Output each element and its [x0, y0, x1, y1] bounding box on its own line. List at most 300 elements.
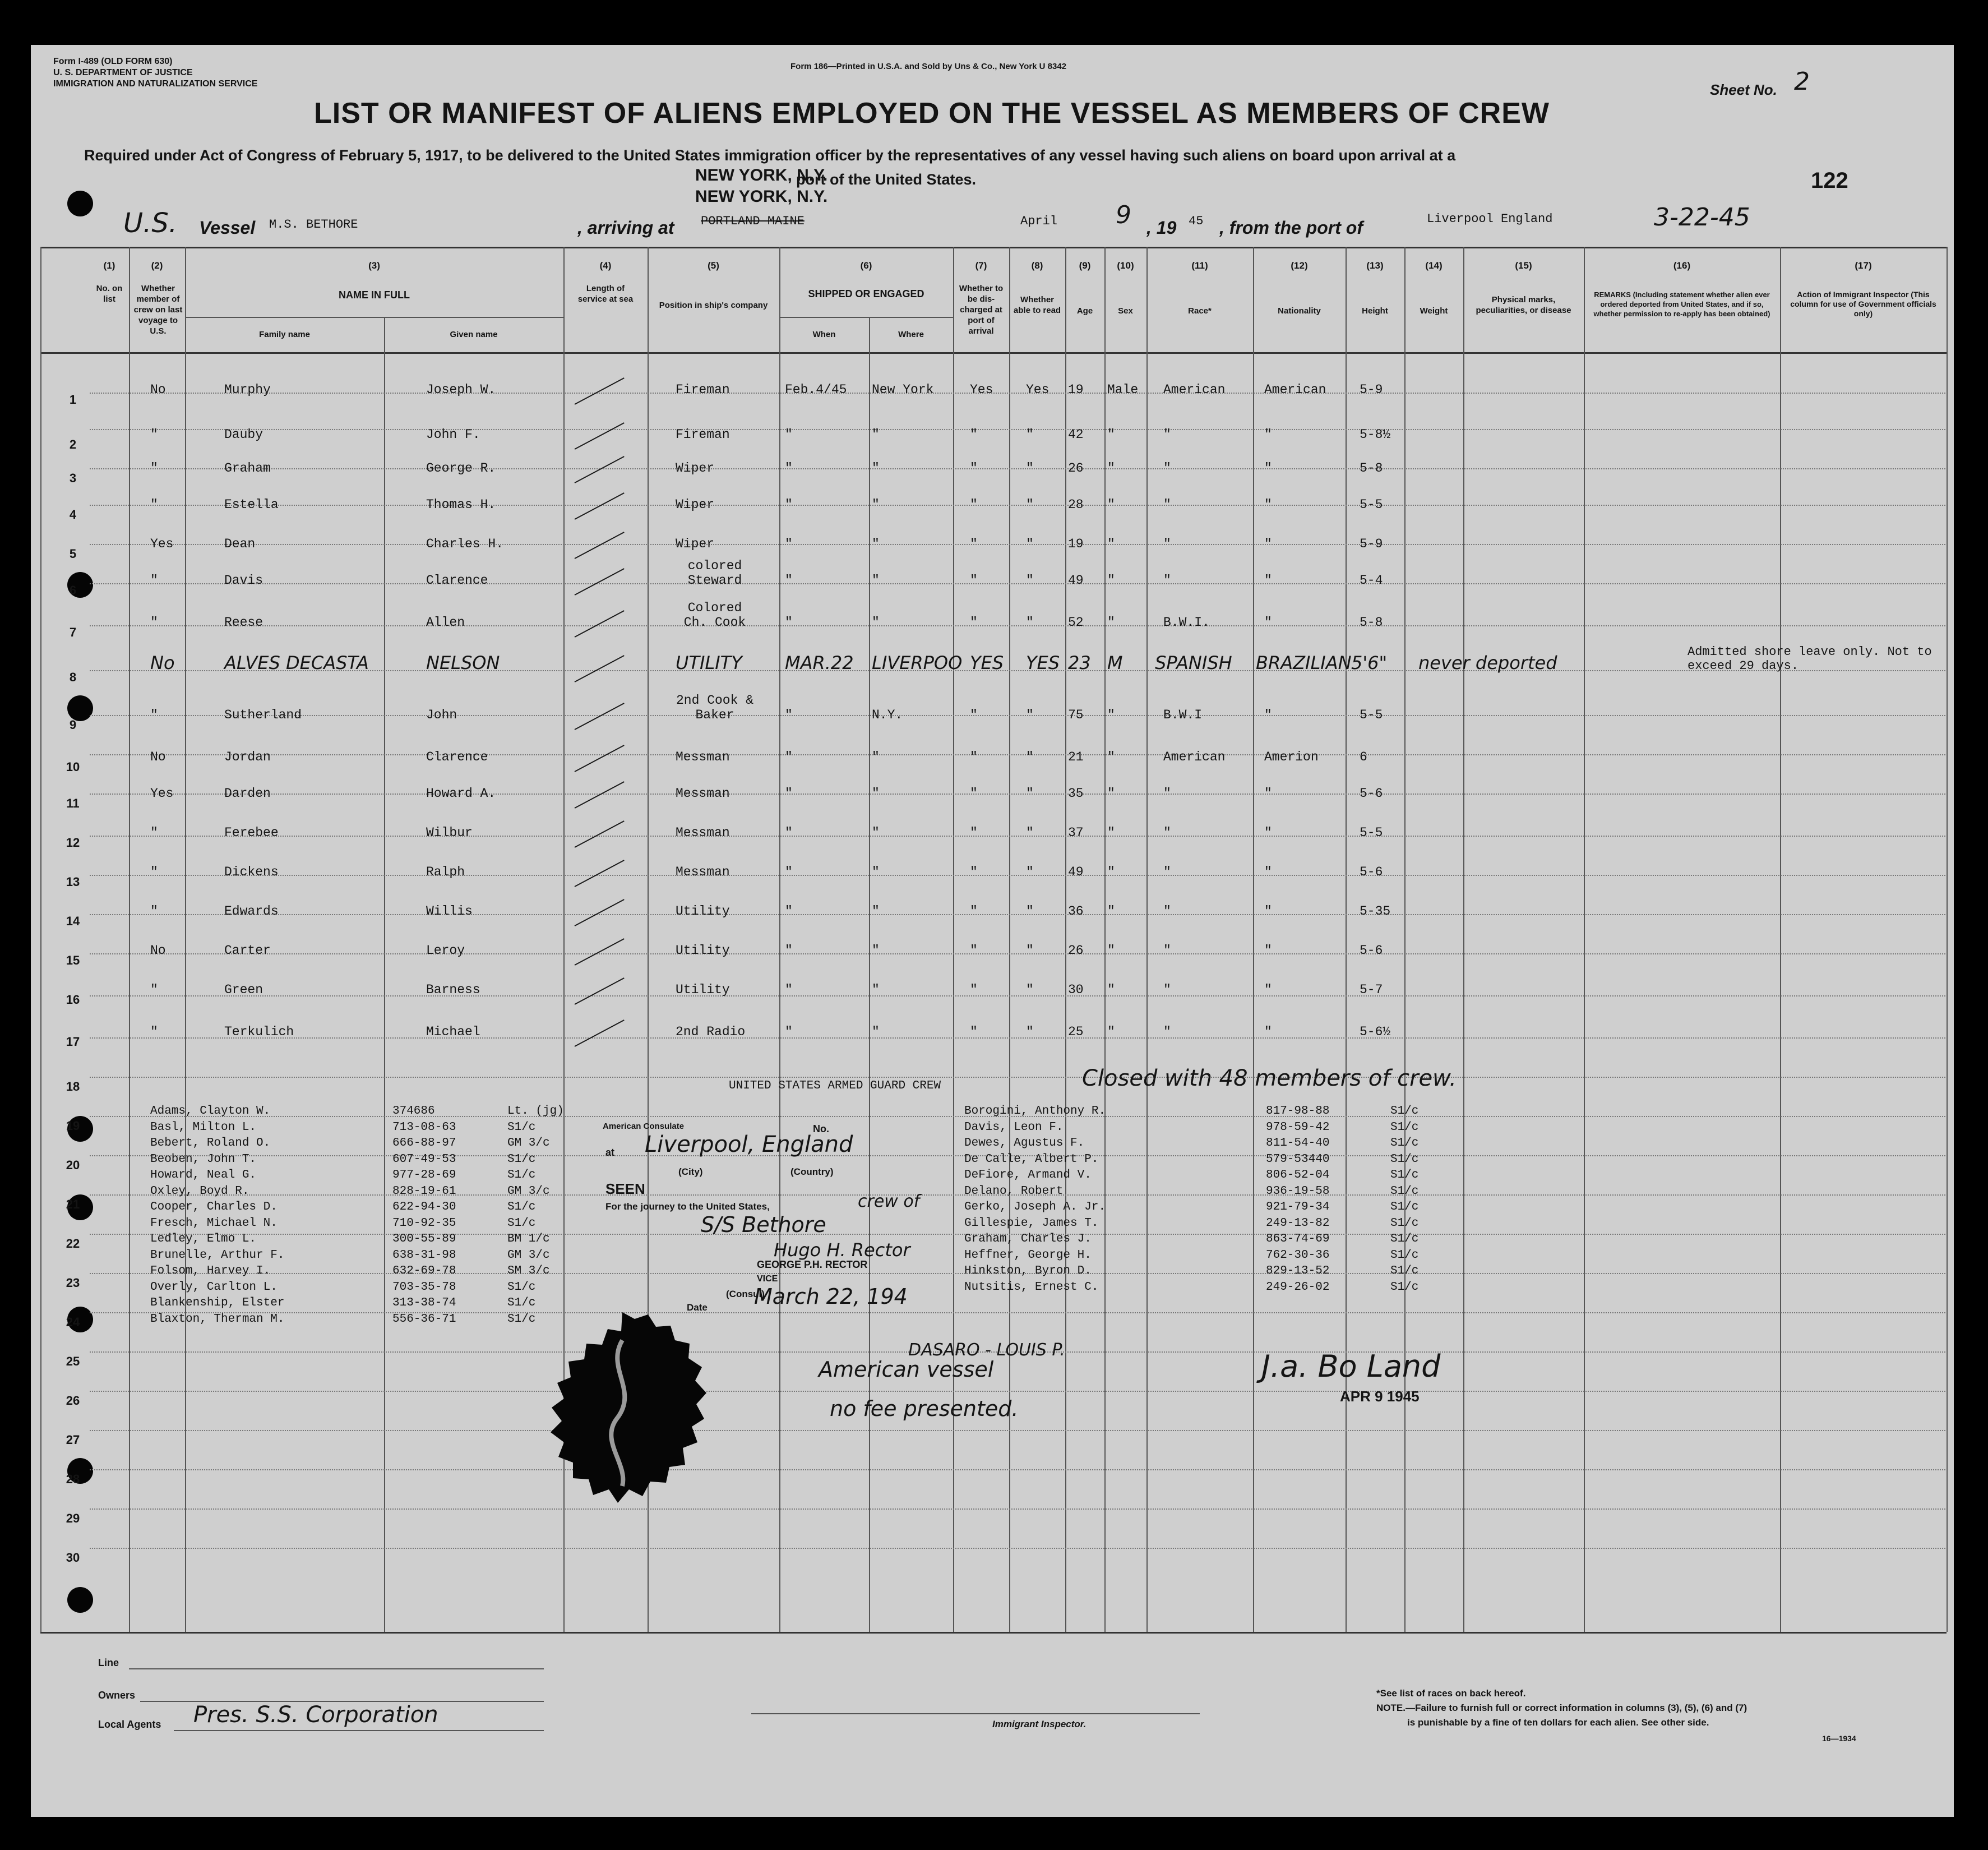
cell-age: 36 — [1068, 904, 1084, 919]
vessel-prefix: U.S. — [123, 207, 178, 239]
col-head-14: Weight — [1420, 306, 1448, 316]
cell-family: Estella — [224, 497, 279, 512]
guard-rate: GM 3/c — [507, 1248, 550, 1262]
cell-family: Darden — [224, 786, 271, 801]
cell-last: " — [150, 904, 158, 919]
cell-nat: Amerion — [1264, 750, 1319, 764]
form-id: Form I-489 (OLD FORM 630) — [53, 57, 173, 66]
cell-family: ALVES DECASTA — [224, 652, 369, 673]
cell-given: Leroy — [426, 943, 465, 958]
cell-sex: M — [1107, 652, 1123, 673]
guard-num: 249-13-82 — [1266, 1216, 1330, 1230]
cell-read: " — [1026, 786, 1034, 801]
col-num-17: (17) — [1855, 260, 1872, 271]
guard-name: Heffner, George H. — [964, 1248, 1092, 1262]
cell-pos: Messman — [676, 786, 730, 801]
cell-given: Allen — [426, 615, 465, 630]
cell-nat: " — [1264, 573, 1272, 588]
guard-name: Adams, Clayton W. — [150, 1105, 271, 1118]
subtitle-line-1: Required under Act of Congress of February 5, 1917, to be delivered to the United States immigration officer by the representatives of any vessel having such aliens on board upon arrival at a — [84, 147, 1456, 164]
cell-when: " — [785, 427, 793, 442]
cell-last: " — [150, 708, 158, 722]
cell-where: LIVERPOO — [872, 652, 963, 673]
cell-sex: " — [1107, 537, 1115, 551]
cell-where: " — [872, 573, 880, 588]
cell-family: Green — [224, 982, 263, 997]
guard-name: Oxley, Boyd R. — [150, 1184, 249, 1198]
cell-nat: BRAZILIAN — [1256, 652, 1352, 673]
cell-where: " — [872, 461, 880, 476]
row-number: 15 — [66, 953, 80, 967]
cell-pos: Utility — [676, 904, 730, 919]
arriving-port: PORTLAND MAINE — [701, 214, 805, 228]
guard-num: 374686 — [392, 1105, 435, 1118]
col-head-9: Age — [1076, 306, 1093, 316]
guard-name: Basl, Milton L. — [150, 1120, 257, 1134]
cell-where: " — [872, 537, 880, 551]
consul-label: (Consul) — [726, 1289, 765, 1299]
cell-race: SPANISH — [1155, 652, 1232, 673]
col-num-9: (9) — [1079, 260, 1091, 271]
col-head-3: NAME IN FULL — [339, 289, 410, 301]
cell-read: " — [1026, 461, 1034, 476]
cell-last: No — [150, 382, 166, 397]
cell-age: 19 — [1068, 382, 1084, 397]
col-num-14: (14) — [1425, 260, 1443, 271]
cell-dis: " — [970, 537, 978, 551]
cell-nat: American — [1264, 382, 1326, 397]
cell-dis: " — [970, 825, 978, 840]
cell-age: 49 — [1068, 573, 1084, 588]
vice-label: VICE — [757, 1274, 778, 1284]
arrival-day: 9 — [1116, 201, 1131, 229]
row-number: 17 — [66, 1035, 80, 1049]
row-number: 28 — [66, 1472, 80, 1486]
cell-age: 49 — [1068, 865, 1084, 879]
cell-height: 5-6 — [1360, 943, 1383, 958]
cell-given: Howard A. — [426, 786, 496, 801]
cell-sex: " — [1107, 982, 1115, 997]
guard-num: 579-53440 — [1266, 1152, 1330, 1166]
cell-read: " — [1026, 615, 1034, 630]
cell-pos: Wiper — [676, 497, 715, 512]
cell-sex: " — [1107, 750, 1115, 764]
cell-family: Dickens — [224, 865, 279, 879]
cell-last: " — [150, 461, 158, 476]
cell-sex: " — [1107, 1025, 1115, 1039]
guard-name: Fresch, Michael N. — [150, 1216, 278, 1230]
cell-height: 5-5 — [1360, 825, 1383, 840]
inspector-date: APR 9 1945 — [1340, 1388, 1420, 1405]
cell-last: " — [150, 497, 158, 512]
guard-rate: S1/c — [1390, 1105, 1419, 1118]
col-num-8: (8) — [1031, 260, 1043, 271]
cell-age: 26 — [1068, 943, 1084, 958]
guard-name: Cooper, Charles D. — [150, 1201, 278, 1214]
cell-height: 5-35 — [1360, 904, 1391, 919]
col-head-2: Whether member of crew on last voyage to U.S. — [133, 284, 183, 336]
footnote-penalty: NOTE.—Failure to furnish full or correct information in columns (3), (5), (6) and (7) — [1376, 1703, 1747, 1713]
cell-pos: Messman — [676, 750, 730, 764]
cell-sex: Male — [1107, 382, 1139, 397]
row-number: 9 — [69, 718, 77, 732]
guard-num: 829-13-52 — [1266, 1265, 1330, 1277]
guard-name: Overly, Carlton L. — [150, 1280, 278, 1294]
cell-where: New York — [872, 382, 934, 397]
cell-height: 5-6½ — [1360, 1025, 1391, 1039]
row-number: 20 — [66, 1158, 80, 1172]
sheet-label: Sheet No. — [1710, 81, 1777, 98]
cell-nat: " — [1264, 865, 1272, 879]
guard-name: Davis, Leon F. — [964, 1120, 1064, 1134]
row-number: 4 — [69, 508, 77, 522]
cell-read: " — [1026, 1025, 1034, 1039]
row-number: 2 — [69, 437, 77, 451]
guard-name: Borogini, Anthony R. — [964, 1105, 1106, 1118]
footnote-penalty-2: is punishable by a fine of ten dollars for each alien. See other side. — [1407, 1717, 1709, 1728]
cell-race: " — [1163, 865, 1171, 879]
row-number: 11 — [66, 796, 80, 810]
cell-sex: " — [1107, 825, 1115, 840]
inspector-label: Immigrant Inspector. — [992, 1719, 1087, 1729]
cell-dis: " — [970, 427, 978, 442]
vessel-label: Vessel — [199, 218, 256, 238]
consul-date: March 22, 194 — [754, 1284, 908, 1309]
guard-num: 300-55-89 — [392, 1233, 456, 1245]
cell-family: Terkulich — [224, 1025, 294, 1039]
cell-action: Admitted shore leave only. Not to exceed 29 days. — [1688, 645, 1932, 673]
row-number: 7 — [69, 625, 77, 639]
guard-num: 806-52-04 — [1266, 1169, 1330, 1182]
cell-nat: " — [1264, 786, 1272, 801]
cell-race: " — [1163, 497, 1171, 512]
guard-rate: S1/c — [507, 1297, 536, 1309]
owners-label: Owners — [98, 1690, 136, 1701]
cell-given: George R. — [426, 461, 496, 476]
cell-nat: " — [1264, 615, 1272, 630]
guard-rate: S1/c — [1390, 1216, 1419, 1230]
cell-read: " — [1026, 825, 1034, 840]
guard-name: Gillespie, James T. — [964, 1216, 1099, 1230]
cell-nat: " — [1264, 825, 1272, 840]
cell-family: Dean — [224, 537, 256, 551]
guard-rate: S1/c — [507, 1201, 536, 1214]
cell-nat: " — [1264, 943, 1272, 958]
row-number: 29 — [66, 1511, 80, 1525]
cell-given: John F. — [426, 427, 480, 442]
consulate-line: American Consulate — [603, 1122, 685, 1131]
cell-height: 5-9 — [1360, 537, 1383, 551]
guard-rate: S1/c — [507, 1216, 536, 1230]
cell-race: " — [1163, 573, 1171, 588]
cell-dis: " — [970, 865, 978, 879]
cell-height: 5-8 — [1360, 461, 1383, 476]
cell-pos: Messman — [676, 865, 730, 879]
country-label: (Country) — [790, 1166, 834, 1177]
cell-given: Charles H. — [426, 537, 504, 551]
cell-last: " — [150, 865, 158, 879]
vessel-note-1: American vessel — [819, 1357, 994, 1382]
guard-name: Delano, Robert — [964, 1184, 1064, 1198]
cell-read: " — [1026, 982, 1034, 997]
cell-when: Feb.4/45 — [785, 382, 847, 397]
arrival-month: April — [1020, 214, 1058, 228]
cell-where: " — [872, 497, 880, 512]
guard-num: 921-79-34 — [1266, 1201, 1330, 1214]
cell-dis: " — [970, 708, 978, 722]
cell-given: Clarence — [426, 573, 488, 588]
cell-where: N.Y. — [872, 708, 903, 722]
col-head-8: Whether able to read — [1013, 295, 1061, 315]
port-stamp: NEW YORK, N.Y. — [695, 166, 828, 184]
col-num-6: (6) — [860, 260, 872, 271]
form-code: 16—1934 — [1822, 1734, 1856, 1743]
cell-given: Joseph W. — [426, 382, 496, 397]
cell-dis: " — [970, 461, 978, 476]
row-number: 16 — [66, 993, 80, 1007]
closed-note: Closed with 48 members of crew. — [1082, 1065, 1457, 1091]
col-num-2: (2) — [151, 260, 163, 271]
journey-line: For the journey to the United States, — [605, 1201, 770, 1212]
col-head-12: Nationality — [1278, 306, 1321, 316]
cell-height: 5-6 — [1360, 865, 1383, 879]
row-number: 10 — [66, 760, 80, 774]
cell-family: Reese — [224, 615, 263, 630]
city-label: (City) — [678, 1166, 703, 1177]
cell-given: Thomas H. — [426, 497, 496, 512]
row-number: 14 — [66, 914, 80, 928]
guard-num: 936-19-58 — [1266, 1184, 1330, 1198]
guard-name: Brunelle, Arthur F. — [150, 1248, 285, 1262]
cell-dis: " — [970, 943, 978, 958]
cell-height: 5-8 — [1360, 615, 1383, 630]
row-number: 25 — [66, 1354, 80, 1368]
port-stamp-2: NEW YORK, N.Y. — [695, 187, 828, 206]
cell-family: Jordan — [224, 750, 271, 764]
line-label: Line — [98, 1657, 119, 1668]
guard-name: Ledley, Elmo L. — [150, 1233, 257, 1245]
cell-last: " — [150, 825, 158, 840]
cell-last: No — [150, 750, 166, 764]
guard-num: 817-98-88 — [1266, 1105, 1330, 1118]
cell-given: Michael — [426, 1025, 480, 1039]
cell-when: " — [785, 461, 793, 476]
cell-dis: YES — [970, 652, 1004, 673]
punch-hole — [67, 191, 93, 216]
cell-family: Sutherland — [224, 708, 302, 722]
cell-height: 5-7 — [1360, 982, 1383, 997]
cell-given: John — [426, 708, 457, 722]
subtitle-line-2: port of the United States. — [796, 171, 977, 188]
guard-rate: S1/c — [1390, 1152, 1419, 1166]
cell-age: 75 — [1068, 708, 1084, 722]
row-number: 27 — [66, 1433, 80, 1447]
guard-num: 622-94-30 — [392, 1201, 456, 1214]
guard-rate: S1/c — [507, 1312, 536, 1326]
cell-read: " — [1026, 904, 1034, 919]
cell-height: 5-5 — [1360, 497, 1383, 512]
cell-given: Willis — [426, 904, 473, 919]
cell-age: 52 — [1068, 615, 1084, 630]
row-number: 19 — [66, 1119, 80, 1133]
cell-when: " — [785, 573, 793, 588]
cell-dis: " — [970, 497, 978, 512]
guard-rate: S1/c — [1390, 1280, 1419, 1294]
cell-nat: " — [1264, 497, 1272, 512]
cell-dis: " — [970, 1025, 978, 1039]
guard-rate: S1/c — [507, 1120, 536, 1134]
cell-when: " — [785, 825, 793, 840]
cell-where: " — [872, 904, 880, 919]
cell-last: " — [150, 427, 158, 442]
cell-sex: " — [1107, 427, 1115, 442]
footnote-races: *See list of races on back hereof. — [1376, 1688, 1526, 1699]
guard-name: Hinkston, Byron D. — [964, 1265, 1092, 1277]
cell-race: " — [1163, 825, 1171, 840]
department: U. S. DEPARTMENT OF JUSTICE — [53, 68, 193, 77]
cell-last: " — [150, 1025, 158, 1039]
consulate-vessel: S/S Bethore — [701, 1212, 826, 1237]
cell-read: Yes — [1026, 382, 1050, 397]
col-head-15: Physical marks, peculiarities, or disease — [1476, 295, 1571, 315]
cell-dis: " — [970, 982, 978, 997]
cell-read: " — [1026, 943, 1034, 958]
cell-given: Wilbur — [426, 825, 473, 840]
col-head-4: Length of service at sea — [577, 284, 634, 304]
cell-family: Ferebee — [224, 825, 279, 840]
row-number: 30 — [66, 1551, 80, 1565]
row-number: 6 — [69, 583, 77, 597]
cell-read: " — [1026, 750, 1034, 764]
cell-race: " — [1163, 1025, 1171, 1039]
cell-height: 5-6 — [1360, 786, 1383, 801]
cell-where: " — [872, 786, 880, 801]
guard-num: 607-49-53 — [392, 1152, 456, 1166]
guard-num: 978-59-42 — [1266, 1120, 1330, 1134]
cell-age: 37 — [1068, 825, 1084, 840]
guard-name: Howard, Neal G. — [150, 1169, 257, 1182]
sheet-number: 2 — [1794, 67, 1810, 96]
cell-pos: colored Steward — [687, 559, 742, 588]
col-head-7: Whether to be dis-charged at port of arrival — [959, 284, 1004, 336]
col-head-1: No. on list — [96, 284, 123, 304]
guard-rate: S1/c — [507, 1280, 536, 1294]
guard-rate: S1/c — [1390, 1169, 1419, 1182]
cell-when: " — [785, 497, 793, 512]
col-num-12: (12) — [1291, 260, 1308, 271]
guard-name: Blankenship, Elster — [150, 1297, 285, 1309]
service-name: IMMIGRATION AND NATURALIZATION SERVICE — [53, 79, 258, 89]
cell-race: " — [1163, 982, 1171, 997]
col-head-10: Sex — [1118, 306, 1133, 316]
cell-given: Clarence — [426, 750, 488, 764]
cell-sex: " — [1107, 904, 1115, 919]
cell-nat: " — [1264, 427, 1272, 442]
row-number: 23 — [66, 1276, 80, 1290]
cell-read: " — [1026, 537, 1034, 551]
page-title: LIST OR MANIFEST OF ALIENS EMPLOYED ON THE VESSEL AS MEMBERS OF CREW — [314, 97, 1550, 130]
guard-rate: GM 3/c — [507, 1184, 550, 1198]
cell-remarks: never deported — [1418, 652, 1557, 673]
guard-num: 828-19-61 — [392, 1184, 456, 1198]
row-number: 24 — [66, 1315, 80, 1329]
date-label: Date — [687, 1302, 708, 1313]
cell-race: B.W.I. — [1163, 615, 1210, 630]
cell-age: 35 — [1068, 786, 1084, 801]
guard-rate: S1/c — [1390, 1233, 1419, 1245]
row-number: 26 — [66, 1394, 80, 1408]
guard-num: 556-36-71 — [392, 1312, 456, 1326]
cell-read: " — [1026, 573, 1034, 588]
consulate-no-label: No. — [813, 1123, 829, 1134]
guard-num: 249-26-02 — [1266, 1280, 1330, 1294]
subhead-where: Where — [898, 330, 924, 339]
cell-when: " — [785, 615, 793, 630]
cell-given: Ralph — [426, 865, 465, 879]
guard-name: Graham, Charles J. — [964, 1233, 1092, 1245]
guard-name: Dewes, Agustus F. — [964, 1137, 1085, 1150]
cell-when: MAR.22 — [785, 652, 854, 673]
cell-pos: 2nd Radio — [676, 1025, 746, 1039]
cell-dis: " — [970, 904, 978, 919]
cell-family: Davis — [224, 573, 263, 588]
guard-name: Bebert, Roland O. — [150, 1137, 271, 1150]
cell-last: No — [150, 652, 175, 673]
cell-height: 5-8½ — [1360, 427, 1391, 442]
cell-last: " — [150, 615, 158, 630]
cell-last: Yes — [150, 786, 174, 801]
cell-last: " — [150, 573, 158, 588]
subhead-when: When — [812, 330, 836, 339]
cell-when: " — [785, 1025, 793, 1039]
cell-pos: Fireman — [676, 382, 730, 397]
row-number: 21 — [66, 1197, 80, 1211]
cell-age: 25 — [1068, 1025, 1084, 1039]
col-head-13: Height — [1362, 306, 1388, 316]
cell-pos: Fireman — [676, 427, 730, 442]
consul-name: GEORGE P.H. RECTOR — [757, 1259, 868, 1270]
cell-read: YES — [1026, 652, 1060, 673]
cell-when: " — [785, 982, 793, 997]
from-label: , from the port of — [1219, 218, 1363, 238]
cell-height: 5-9 — [1360, 382, 1383, 397]
cell-race: American — [1163, 382, 1226, 397]
cell-age: 23 — [1068, 652, 1091, 673]
consular-seal — [538, 1307, 718, 1520]
cell-sex: " — [1107, 461, 1115, 476]
col-num-16: (16) — [1673, 260, 1691, 271]
cell-read: " — [1026, 497, 1034, 512]
cell-when: " — [785, 786, 793, 801]
guard-num: 977-28-69 — [392, 1169, 456, 1182]
consulate-at: at — [605, 1147, 615, 1158]
seen-stamp: SEEN — [605, 1180, 645, 1197]
guard-rate: SM 3/c — [507, 1265, 550, 1277]
page-stamp: 122 — [1811, 168, 1848, 193]
arriving-label: , arriving at — [577, 218, 674, 238]
cell-dis: " — [970, 750, 978, 764]
guard-num: 638-31-98 — [392, 1248, 456, 1262]
cell-where: " — [872, 982, 880, 997]
row-number: 8 — [69, 670, 77, 684]
row-number: 1 — [69, 393, 77, 407]
guard-name: Folsom, Harvey I. — [150, 1265, 271, 1277]
vessel-name: M.S. BETHORE — [269, 218, 358, 232]
col-num-1: (1) — [103, 260, 115, 271]
inspector-signature: J.a. Bo Land — [1261, 1349, 1441, 1384]
guard-name: DeFiore, Armand V. — [964, 1169, 1092, 1182]
cell-age: 26 — [1068, 461, 1084, 476]
